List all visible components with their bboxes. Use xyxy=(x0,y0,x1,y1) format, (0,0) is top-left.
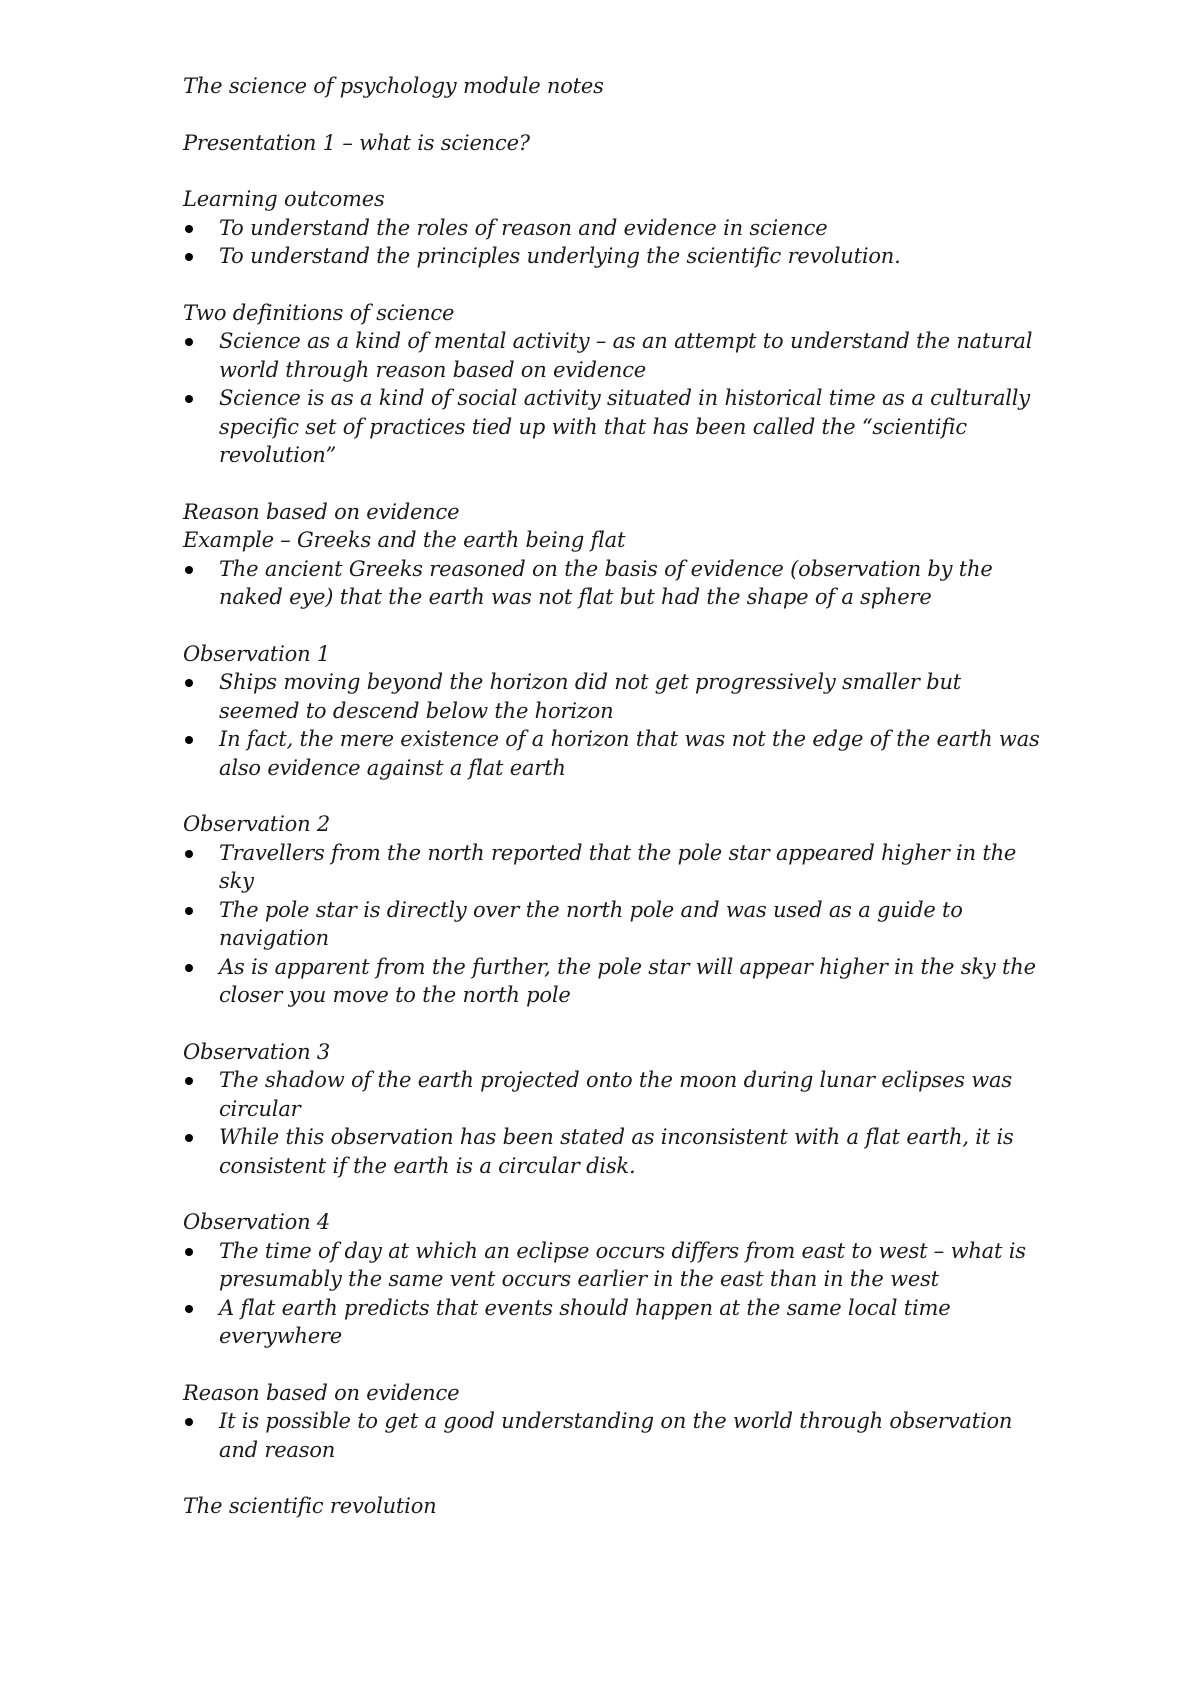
bullet-text: Science is as a kind of social activity situated in historical time as a culturally specific set of practices tied up with that has been called the “scientific revolution” xyxy=(219,386,1030,467)
bullet-text: A flat earth predicts that events should happen at the same local time everywhere xyxy=(219,1295,951,1348)
bullet-dot-icon xyxy=(185,907,193,915)
bullet-item xyxy=(183,953,1043,1010)
section-heading: Reason based on evidence xyxy=(183,499,460,524)
notes-section xyxy=(183,1038,1043,1181)
bullet-list xyxy=(183,214,1043,271)
bullet-text: In fact, the mere existence of a horizon that was not the edge of the earth was also evidence against a flat earth xyxy=(219,727,1040,780)
section-heading: Reason based on evidence xyxy=(183,1380,460,1405)
bullet-item xyxy=(183,839,1043,896)
bullet-text: The pole star is directly over the north pole and was used as a guide to navigation xyxy=(219,897,963,950)
section-heading: Observation 4 xyxy=(183,1210,331,1234)
bullet-dot-icon xyxy=(185,964,193,972)
bullet-dot-icon xyxy=(185,225,193,233)
bullet-dot-icon xyxy=(185,566,193,574)
bullet-text: While this observation has been stated as inconsistent with a flat earth, it is consistent if the earth is a circular disk. xyxy=(219,1125,1014,1178)
bullet-text: Travellers from the north reported that the pole star appeared higher in the sky xyxy=(219,840,1017,893)
bullet-text: The shadow of the earth projected onto the moon during lunar eclipses was circular xyxy=(219,1068,1012,1121)
bullet-item xyxy=(183,242,1043,271)
bullet-dot-icon xyxy=(185,1248,193,1256)
bullet-item xyxy=(183,384,1043,470)
bullet-item xyxy=(183,668,1043,725)
bullet-text: To understand the roles of reason and evidence in science xyxy=(219,215,828,240)
section-heading: Learning outcomes xyxy=(183,187,385,211)
bullet-list xyxy=(183,1407,1043,1464)
bullet-dot-icon xyxy=(185,253,193,261)
bullet-item xyxy=(183,214,1043,243)
bullet-item xyxy=(183,1407,1043,1464)
bullet-dot-icon xyxy=(185,395,193,403)
bullet-list xyxy=(183,1237,1043,1351)
section-heading: Observation 1 xyxy=(183,641,331,666)
notes-section xyxy=(183,1379,1043,1465)
bullet-list xyxy=(183,555,1043,612)
bullet-text: Ships moving beyond the horizon did not get progressively smaller but seemed to descend below the horizon xyxy=(219,670,962,723)
bullet-text: It is possible to get a good understanding on the world through observation and reason xyxy=(219,1409,1013,1462)
notes-section xyxy=(183,498,1043,612)
notes-section xyxy=(183,1492,1043,1521)
sections-container xyxy=(183,185,1043,1521)
bullet-text: Science as a kind of mental activity – as an attempt to understand the natural world through reason based on evidence xyxy=(219,329,1033,382)
bullet-dot-icon xyxy=(185,679,193,687)
bullet-item xyxy=(183,1237,1043,1294)
bullet-dot-icon xyxy=(185,1418,193,1426)
bullet-dot-icon xyxy=(185,850,193,858)
section-heading: Observation 2 xyxy=(183,812,331,836)
notes-section xyxy=(183,810,1043,1010)
bullet-text: The ancient Greeks reasoned on the basis of evidence (observation by the naked eye) that the earth was not flat but had the shape of a sphere xyxy=(219,556,993,609)
bullet-list xyxy=(183,839,1043,1010)
notes-section xyxy=(183,299,1043,470)
bullet-item xyxy=(183,725,1043,782)
section-heading: Example – Greeks and the earth being flat xyxy=(183,528,626,552)
bullet-list xyxy=(183,668,1043,782)
bullet-text: The time of day at which an eclipse occurs differs from east to west – what is presumably the same vent occurs earlier in the east than in the west xyxy=(219,1238,1026,1291)
bullet-dot-icon xyxy=(185,1077,193,1085)
notes-section xyxy=(183,640,1043,783)
document-title: The science of psychology module notes xyxy=(183,74,604,98)
bullet-list xyxy=(183,1066,1043,1180)
bullet-item xyxy=(183,1066,1043,1123)
bullet-list xyxy=(183,327,1043,470)
notes-section xyxy=(183,1208,1043,1351)
notes-section xyxy=(183,185,1043,271)
section-heading: Two definitions of science xyxy=(183,300,455,325)
bullet-item xyxy=(183,327,1043,384)
bullet-item xyxy=(183,1123,1043,1180)
section-heading: Observation 3 xyxy=(183,1039,331,1064)
section-heading: The scientific revolution xyxy=(183,1494,437,1518)
bullet-dot-icon xyxy=(185,1305,193,1313)
document-body xyxy=(183,72,1043,1549)
bullet-dot-icon xyxy=(185,338,193,346)
bullet-text: As is apparent from the further, the pole star will appear higher in the sky the closer you move to the north pole xyxy=(219,954,1036,1007)
bullet-dot-icon xyxy=(185,1134,193,1142)
bullet-item xyxy=(183,555,1043,612)
bullet-dot-icon xyxy=(185,736,193,744)
bullet-item xyxy=(183,1294,1043,1351)
presentation-title: Presentation 1 – what is science? xyxy=(183,130,530,155)
bullet-item xyxy=(183,896,1043,953)
bullet-text: To understand the principles underlying the scientific revolution. xyxy=(219,244,901,268)
